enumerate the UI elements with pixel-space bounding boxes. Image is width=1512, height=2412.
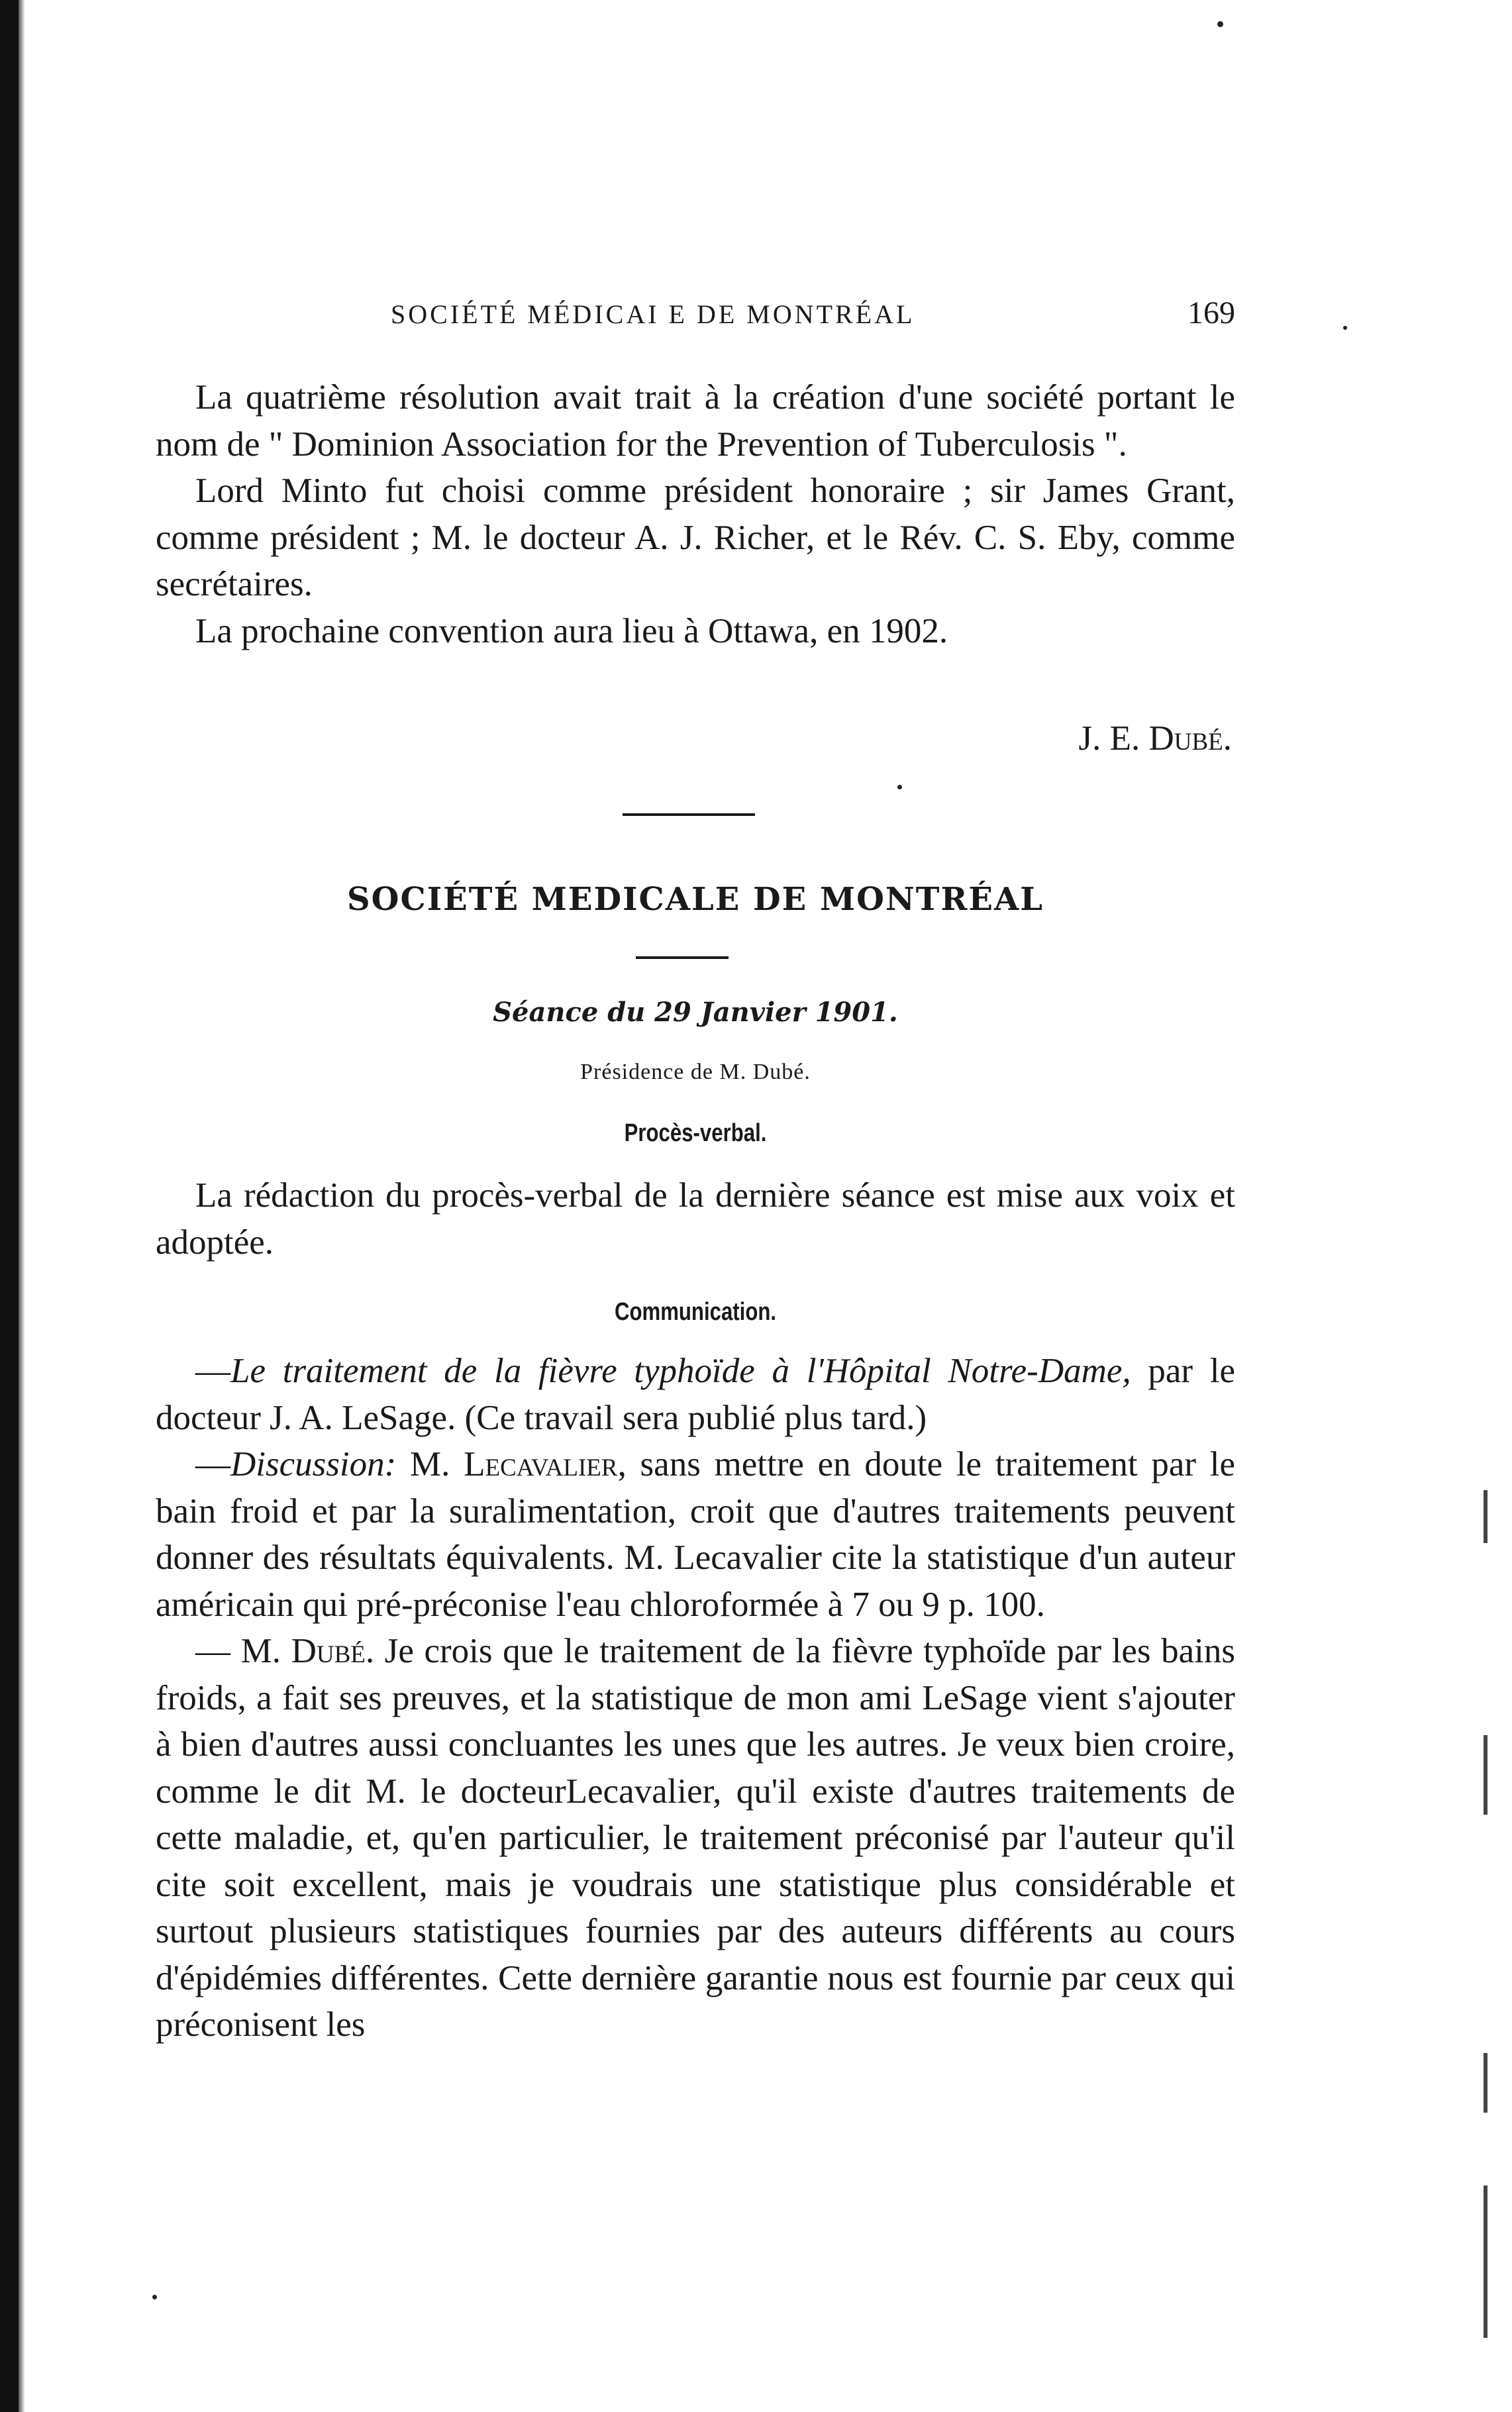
- session-date: Séance du 29 Janvier 1901.: [493, 997, 898, 1028]
- communication-section: [156, 1348, 1235, 2048]
- proces-verbal-section: [156, 1172, 1235, 1266]
- proces-verbal-text: La rédaction du procès-verbal de la dernière séance est mise aux voix et adoptée.: [156, 1176, 1235, 1262]
- discussion-label: Discussion:: [230, 1445, 397, 1483]
- scan-speck: [1217, 21, 1223, 27]
- edge-noise: [1484, 2186, 1487, 2338]
- scan-speck: [1343, 326, 1347, 330]
- paragraph-officers: Lord Minto fut choisi comme président honoraire ; sir James Grant, comme président ; M. le docteur A. J. Richer, et le Rév. C. S. Eby, comme secrétaires.: [156, 472, 1235, 603]
- title-rule: [636, 956, 729, 959]
- proces-verbal-heading: Procès-verbal.: [624, 1119, 767, 1147]
- signature: J. E. Dubé.: [1078, 719, 1232, 758]
- first-section: [156, 374, 1235, 654]
- dube-paragraph: [156, 1628, 1235, 2048]
- binding-shadow: [19, 0, 25, 2412]
- edge-noise: [1484, 1490, 1487, 1543]
- scan-speck: [152, 2295, 157, 2299]
- communication-author: par le docteur J. A. LeSage. (Ce travail sera publié plus tard.): [156, 1352, 1235, 1437]
- communication-title: Le traitement de la fièvre typhoïde à l'Hôpital Notre-Dame,: [230, 1352, 1131, 1390]
- speaker-name: Dubé.: [291, 1632, 375, 1670]
- dash: —: [195, 1352, 230, 1390]
- edge-noise: [1484, 1735, 1487, 1815]
- communication-paragraph: [156, 1348, 1235, 1441]
- binding-edge: [0, 0, 19, 2412]
- edge-noise: [1484, 2053, 1487, 2113]
- dash: — M.: [195, 1632, 281, 1670]
- communication-heading: Communication.: [614, 1298, 777, 1326]
- speaker-name: M. Lecavalier,: [410, 1445, 627, 1483]
- dube-text: Je crois que le traitement de la fièvre typhoïde par les bains froids, a fait ses preuves, et la statistique de mon ami LeSage vient s'ajouter à bien d'autres aussi concluantes les unes que les autres. Je veux bien croire, comme le dit M. le docteurLecavalier, qu'il existe d'autres traitements de cette maladie, et, qu'en particulier, le traitement préconisé par l'auteur qu'il cite soit excellent, mais je voudrais une statistique plus considérable et surtout plusieurs statistiques fournies par des auteurs différents au cours d'épidémies différentes. Cette dernière garantie nous est fournie par ceux qui préconisent les: [156, 1632, 1235, 2044]
- paragraph-convention: La prochaine convention aura lieu à Ottawa, en 1902.: [195, 611, 948, 650]
- paragraph-resolution: La quatrième résolution avait trait à la création d'une société portant le nom de " Dominion Association for the Prevention of Tuberculosis ".: [156, 378, 1235, 464]
- presidence-line: Présidence de M. Dubé.: [580, 1060, 811, 1084]
- page-header: [391, 295, 1235, 331]
- discussion-paragraph: [156, 1441, 1235, 1628]
- section-divider: [623, 813, 755, 816]
- dash: —: [195, 1445, 230, 1483]
- society-title: SOCIÉTÉ MEDICALE DE MONTRÉAL: [347, 881, 1044, 918]
- page-number: 169: [1187, 295, 1235, 330]
- scan-speck: [897, 785, 902, 789]
- running-title: SOCIÉTÉ MÉDICAI E DE MONTRÉAL: [391, 299, 915, 329]
- discussion-text: sans mettre en doute le traitement par le bain froid et par la suralimentation, croit que d'autres traitements peuvent donner des résultats équivalents. M. Lecavalier cite la statistique d'un auteur américain qui pré-préconise l'eau chloroformée à 7 ou 9 p. 100.: [156, 1445, 1235, 1624]
